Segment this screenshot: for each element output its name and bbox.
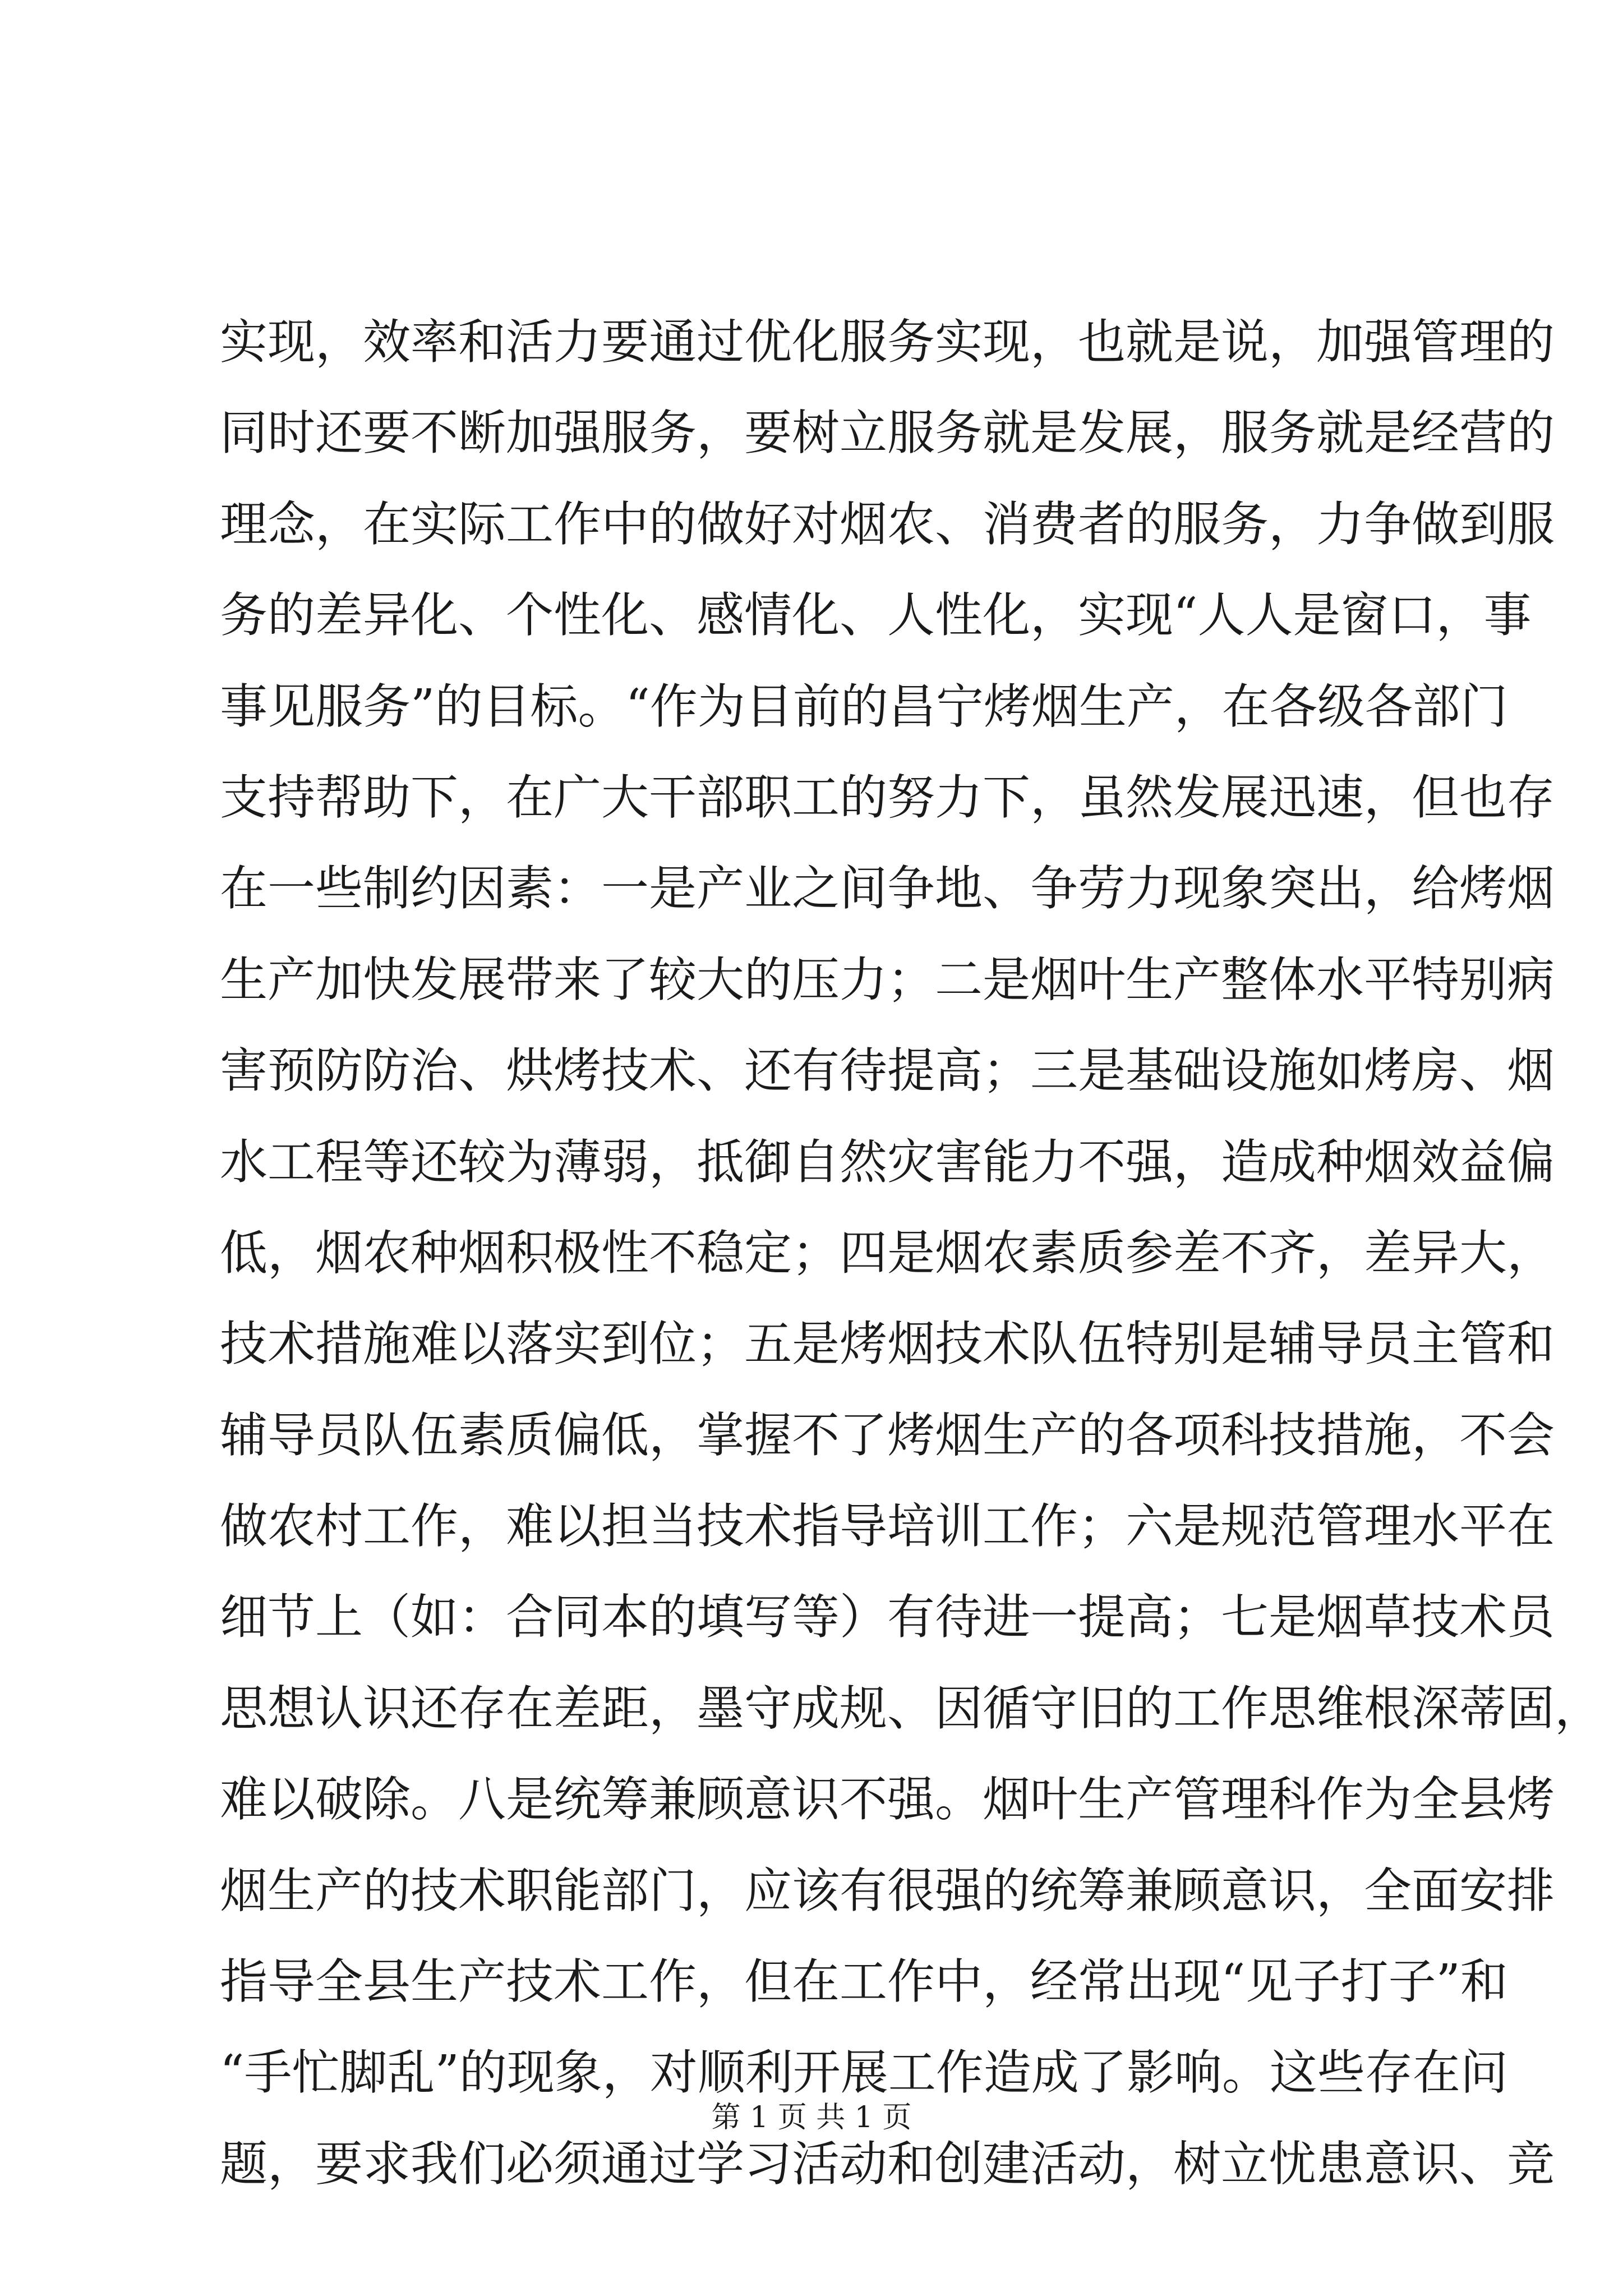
page-number-footer: 第 1 页 共 1 页 (711, 2101, 912, 2134)
text-line: 在一些制约因素：一是产业之间争地、争劳力现象突出，给烤烟 (220, 861, 1555, 917)
text-line: “手忙脚乱”的现象，对顺利开展工作造成了影响。这些存在问 (220, 2045, 1508, 2101)
text-line: 技术措施难以落实到位；五是烤烟技术队伍特别是辅导员主管和 (220, 1317, 1555, 1373)
text-line: 低，烟农种烟积极性不稳定；四是烟农素质参差不齐，差异大， (220, 1225, 1555, 1281)
text-line: 细节上（如：合同本的填写等）有待进一提高；七是烟草技术员 (220, 1590, 1555, 1646)
text-line: 实现，效率和活力要通过优化服务实现，也就是说，加强管理的 (220, 315, 1555, 370)
text-line: 做农村工作，难以担当技术指导培训工作；六是规范管理水平在 (220, 1499, 1555, 1555)
text-line: 务的差异化、个性化、感情化、人性化，实现“人人是窗口，事 (220, 588, 1532, 644)
text-line: 难以破除。八是统筹兼顾意识不强。烟叶生产管理科作为全县烤 (220, 1772, 1555, 1828)
text-line: 水工程等还较为薄弱，抵御自然灾害能力不强，造成种烟效益偏 (220, 1134, 1555, 1190)
text-line: 思想认识还存在差距，墨守成规、因循守旧的工作思维根深蒂固， (220, 1681, 1603, 1737)
text-line: 事见服务”的目标。“作为目前的昌宁烤烟生产，在各级各部门 (220, 679, 1508, 735)
body-text (220, 297, 1603, 2210)
text-line: 烟生产的技术职能部门，应该有很强的统筹兼顾意识，全面安排 (220, 1863, 1555, 1919)
text-line: 支持帮助下，在广大干部职工的努力下，虽然发展迅速，但也存 (220, 770, 1555, 826)
text-line: 生产加快发展带来了较大的压力；二是烟叶生产整体水平特别病 (220, 952, 1555, 1008)
text-line: 理念，在实际工作中的做好对烟农、消费者的服务，力争做到服 (220, 496, 1555, 553)
text-line: 题，要求我们必须通过学习活动和创建活动，树立忧患意识、竞 (220, 2136, 1555, 2192)
text-line: 辅导员队伍素质偏低，掌握不了烤烟生产的各项科技措施，不会 (220, 1407, 1555, 1464)
text-line: 指导全县生产技术工作，但在工作中，经常出现“见子打子”和 (220, 1954, 1508, 2010)
text-line: 同时还要不断加强服务，要树立服务就是发展，服务就是经营的 (220, 406, 1555, 462)
text-line: 害预防防治、烘烤技术、还有待提高；三是基础设施如烤房、烟 (220, 1043, 1555, 1099)
